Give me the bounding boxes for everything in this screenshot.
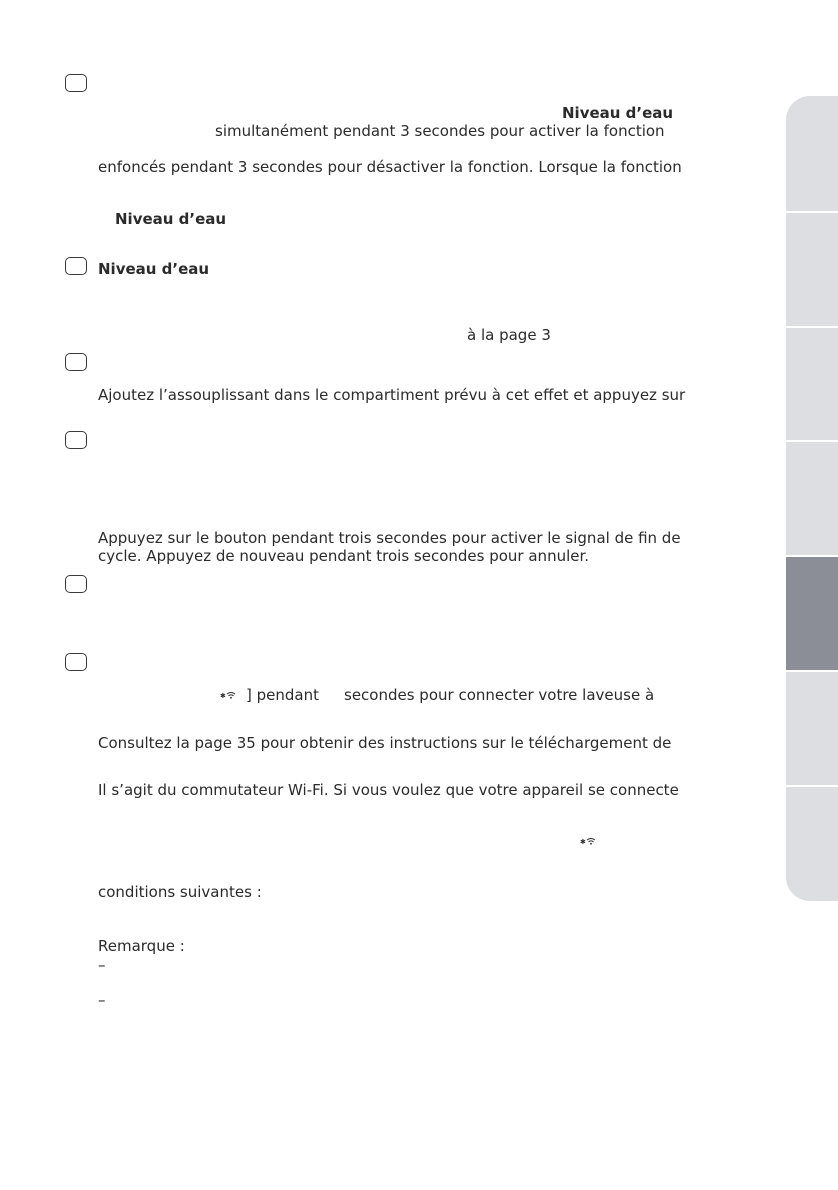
checkbox[interactable]	[65, 257, 87, 275]
niveau-label: Niveau d’eau	[562, 104, 674, 122]
text-line: Appuyez sur le bouton pendant trois secondes pour activer le signal de fin de	[98, 529, 681, 547]
text-line: cycle. Appuyez de nouveau pendant trois secondes pour annuler.	[98, 547, 590, 565]
side-tab-1[interactable]	[786, 96, 838, 212]
side-tab-6[interactable]	[786, 672, 838, 785]
checkbox[interactable]	[65, 653, 87, 671]
text-line: Ajoutez l’assouplissant dans le compartiment prévu à cet effet et appuyez sur	[98, 386, 686, 404]
text-line: Consultez la page 35 pour obtenir des instructions sur le téléchargement de	[98, 734, 672, 752]
side-tab-4[interactable]	[786, 442, 838, 555]
checkbox[interactable]	[65, 431, 87, 449]
text-line: enfoncés pendant 3 secondes pour désactiver la fonction. Lorsque la fonction	[98, 158, 682, 176]
wifi-icon	[580, 836, 596, 846]
text-line: simultanément pendant 3 secondes pour activer la fonction	[215, 122, 665, 140]
side-tab-2[interactable]	[786, 213, 838, 326]
remark-label: Remarque :	[98, 937, 185, 955]
text-line: conditions suivantes :	[98, 883, 262, 901]
text-line: ] pendant	[246, 686, 319, 704]
text-line: à la page 3	[467, 326, 551, 344]
list-dash: –	[98, 991, 106, 1009]
svg-text:✱: ✱	[580, 838, 586, 846]
checkbox[interactable]	[65, 74, 87, 92]
section-heading: Niveau d’eau	[98, 260, 210, 278]
checkbox[interactable]	[65, 353, 87, 371]
checkbox[interactable]	[65, 575, 87, 593]
side-tab-7[interactable]	[786, 787, 838, 901]
svg-text:✱: ✱	[220, 692, 226, 700]
text-line: secondes pour connecter votre laveuse à	[344, 686, 655, 704]
list-dash: –	[98, 956, 106, 974]
side-tab-3[interactable]	[786, 328, 838, 440]
niveau-label: Niveau d’eau	[115, 210, 227, 228]
wifi-icon	[220, 690, 236, 700]
side-tab-5-active[interactable]	[786, 557, 838, 670]
text-line: Il s’agit du commutateur Wi-Fi. Si vous voulez que votre appareil se connecte	[98, 781, 679, 799]
